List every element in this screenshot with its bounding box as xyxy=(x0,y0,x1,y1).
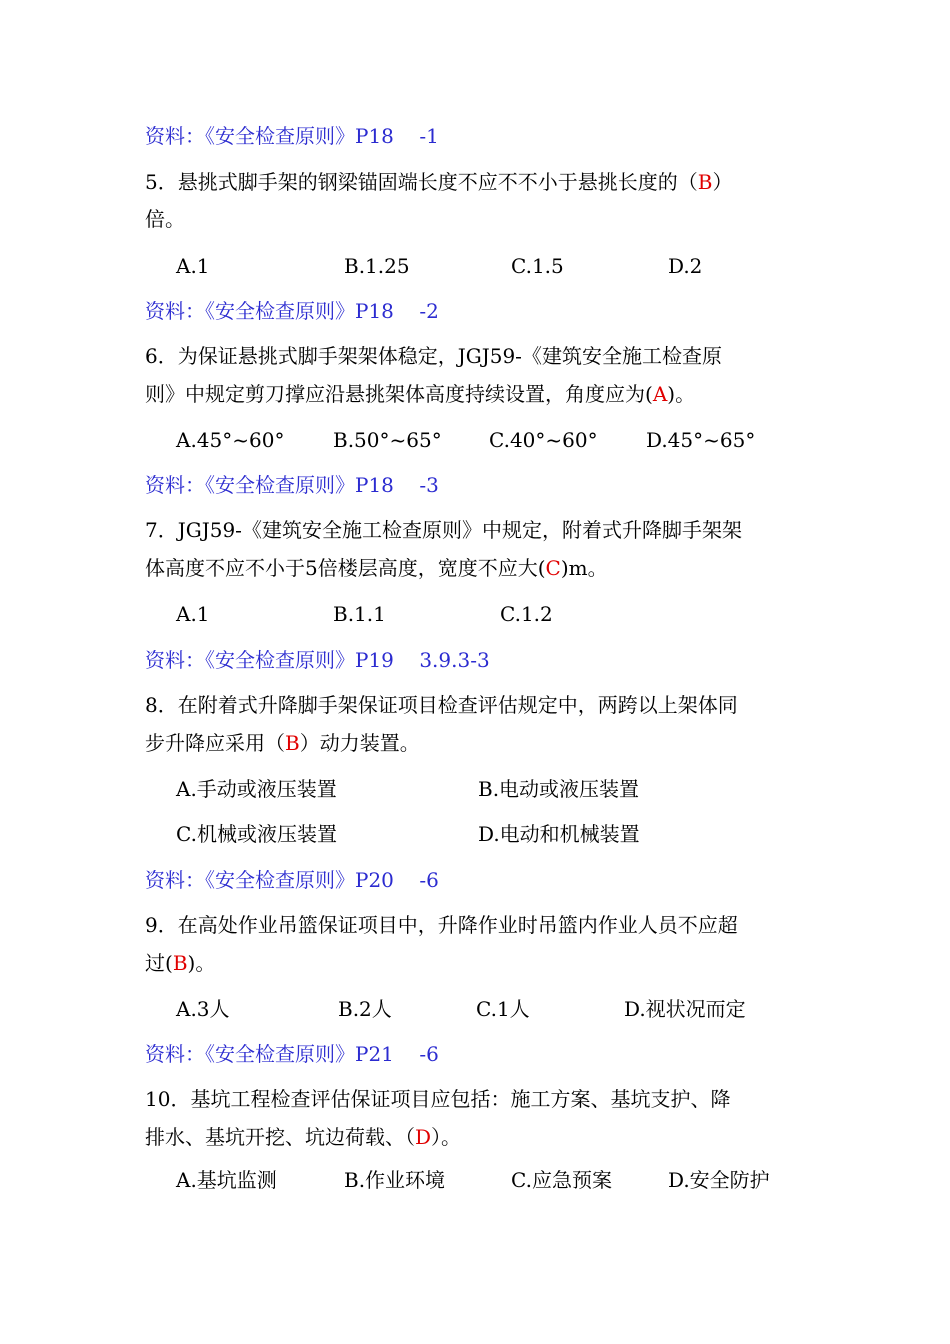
option-c: C.1.2 xyxy=(500,602,553,626)
question-6-line-1: 6．为保证悬挑式脚手架架体稳定，JGJ59-《建筑安全施工检查原 xyxy=(145,344,722,368)
source-reference: 资料：《安全检查原则》P18 -1 xyxy=(145,124,439,148)
source-reference: 资料：《安全检查原则》P21 -6 xyxy=(145,1042,439,1066)
option-a: A.1 xyxy=(176,602,210,626)
answer-letter: B xyxy=(172,951,188,975)
question-10-line-2: 排水、基坑开挖、坑边荷载、（D）。 xyxy=(145,1125,462,1149)
source-reference: 资料：《安全检查原则》P18 -3 xyxy=(145,473,439,497)
question-9-line-2: 过(B)。 xyxy=(145,951,216,975)
question-7-line-1: 7．JGJ59-《建筑安全施工检查原则》中规定，附着式升降脚手架架 xyxy=(145,518,742,542)
answer-letter: D xyxy=(415,1125,432,1149)
option-c: C.1人 xyxy=(476,997,530,1021)
option-c: C.应急预案 xyxy=(511,1168,612,1192)
question-5-line-2: 倍。 xyxy=(145,207,185,231)
option-d: D.45°~65° xyxy=(646,428,756,452)
option-a: A.3人 xyxy=(176,997,230,1021)
question-6-line-2: 则》中规定剪刀撑应沿悬挑架体高度持续设置，角度应为(A)。 xyxy=(145,382,696,406)
option-b: B.50°~65° xyxy=(333,428,442,452)
option-c: C.机械或液压装置 xyxy=(176,822,337,846)
question-5-line-1: 5．悬挑式脚手架的钢梁锚固端长度不应不不小于悬挑长度的（B） xyxy=(145,170,733,194)
option-b: B.1.1 xyxy=(333,602,386,626)
question-8-line-1: 8．在附着式升降脚手架保证项目检查评估规定中，两跨以上架体同 xyxy=(145,693,738,717)
question-8-line-2: 步升降应采用（B）动力装置。 xyxy=(145,731,420,755)
option-a: A.基坑监测 xyxy=(176,1168,277,1192)
answer-letter: C xyxy=(545,556,561,580)
source-reference: 资料：《安全检查原则》P19 3.9.3-3 xyxy=(145,648,490,672)
option-b: B.2人 xyxy=(338,997,392,1021)
option-d: D.2 xyxy=(668,254,703,278)
option-c: C.40°~60° xyxy=(489,428,598,452)
answer-letter: B xyxy=(285,731,300,755)
option-b: B.作业环境 xyxy=(344,1168,446,1192)
option-b: B.电动或液压装置 xyxy=(478,777,640,801)
option-a: A.手动或液压装置 xyxy=(176,777,337,801)
question-10-line-1: 10．基坑工程检查评估保证项目应包括：施工方案、基坑支护、降 xyxy=(145,1087,731,1111)
option-d: D.视状况而定 xyxy=(624,997,746,1021)
question-7-line-2: 体高度不应不小于5倍楼层高度，宽度不应大(C)m。 xyxy=(145,556,608,580)
option-c: C.1.5 xyxy=(511,254,564,278)
answer-letter: A xyxy=(652,382,668,406)
option-b: B.1.25 xyxy=(344,254,410,278)
option-a: A.45°~60° xyxy=(176,428,285,452)
question-9-line-1: 9．在高处作业吊篮保证项目中，升降作业时吊篮内作业人员不应超 xyxy=(145,913,738,937)
answer-letter: B xyxy=(697,170,713,194)
source-reference: 资料：《安全检查原则》P18 -2 xyxy=(145,299,439,323)
option-d: D.安全防护 xyxy=(668,1168,770,1192)
source-reference: 资料：《安全检查原则》P20 -6 xyxy=(145,868,439,892)
option-a: A.1 xyxy=(176,254,210,278)
option-d: D.电动和机械装置 xyxy=(478,822,640,846)
